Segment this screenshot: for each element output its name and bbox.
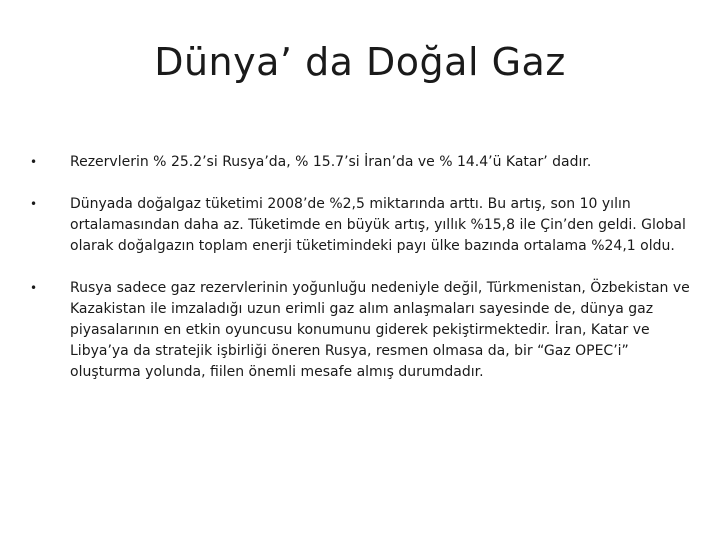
bullet-text: Rusya sadece gaz rezervlerinin yoğunluğu nedeniyle değil, Türkmenistan, Özbekistan ve Kazakistan ile imzaladığı uzun erimli gaz alım anlaşmaları sayesinde de, dünya gaz piyasalarının en etkin oyuncusu konumunu giderek pekiştirmektedir. İran, Katar ve Libya’ya da stratejik işbirliği öneren Rusya, resmen olmasa da, bir “Gaz OPEC’i” oluşturma yolunda, fiilen önemli mesafe almış durumdadır. xyxy=(70,280,690,380)
bullet-icon: • xyxy=(30,155,38,169)
bullet-text: Dünyada doğalgaz tüketimi 2008’de %2,5 miktarında arttı. Bu artış, son 10 yılın ortalamasından daha az. Tüketimde en büyük artış, yıllık %15,8 ile Çin’den geldi. Global olarak doğalgazın toplam enerji tüketimindeki payı ülke bazında ortalama %24,1 oldu. xyxy=(70,196,686,254)
bullet-item xyxy=(30,152,690,173)
bullet-item xyxy=(30,194,690,257)
bullet-list xyxy=(30,152,690,404)
bullet-item xyxy=(30,278,690,383)
bullet-text: Rezervlerin % 25.2’si Rusya’da, % 15.7’si İran’da ve % 14.4’ü Katar’ dadır. xyxy=(70,154,592,170)
slide-title: Dünya’ da Doğal Gaz xyxy=(154,40,566,84)
bullet-icon: • xyxy=(30,281,38,295)
bullet-icon: • xyxy=(30,197,38,211)
